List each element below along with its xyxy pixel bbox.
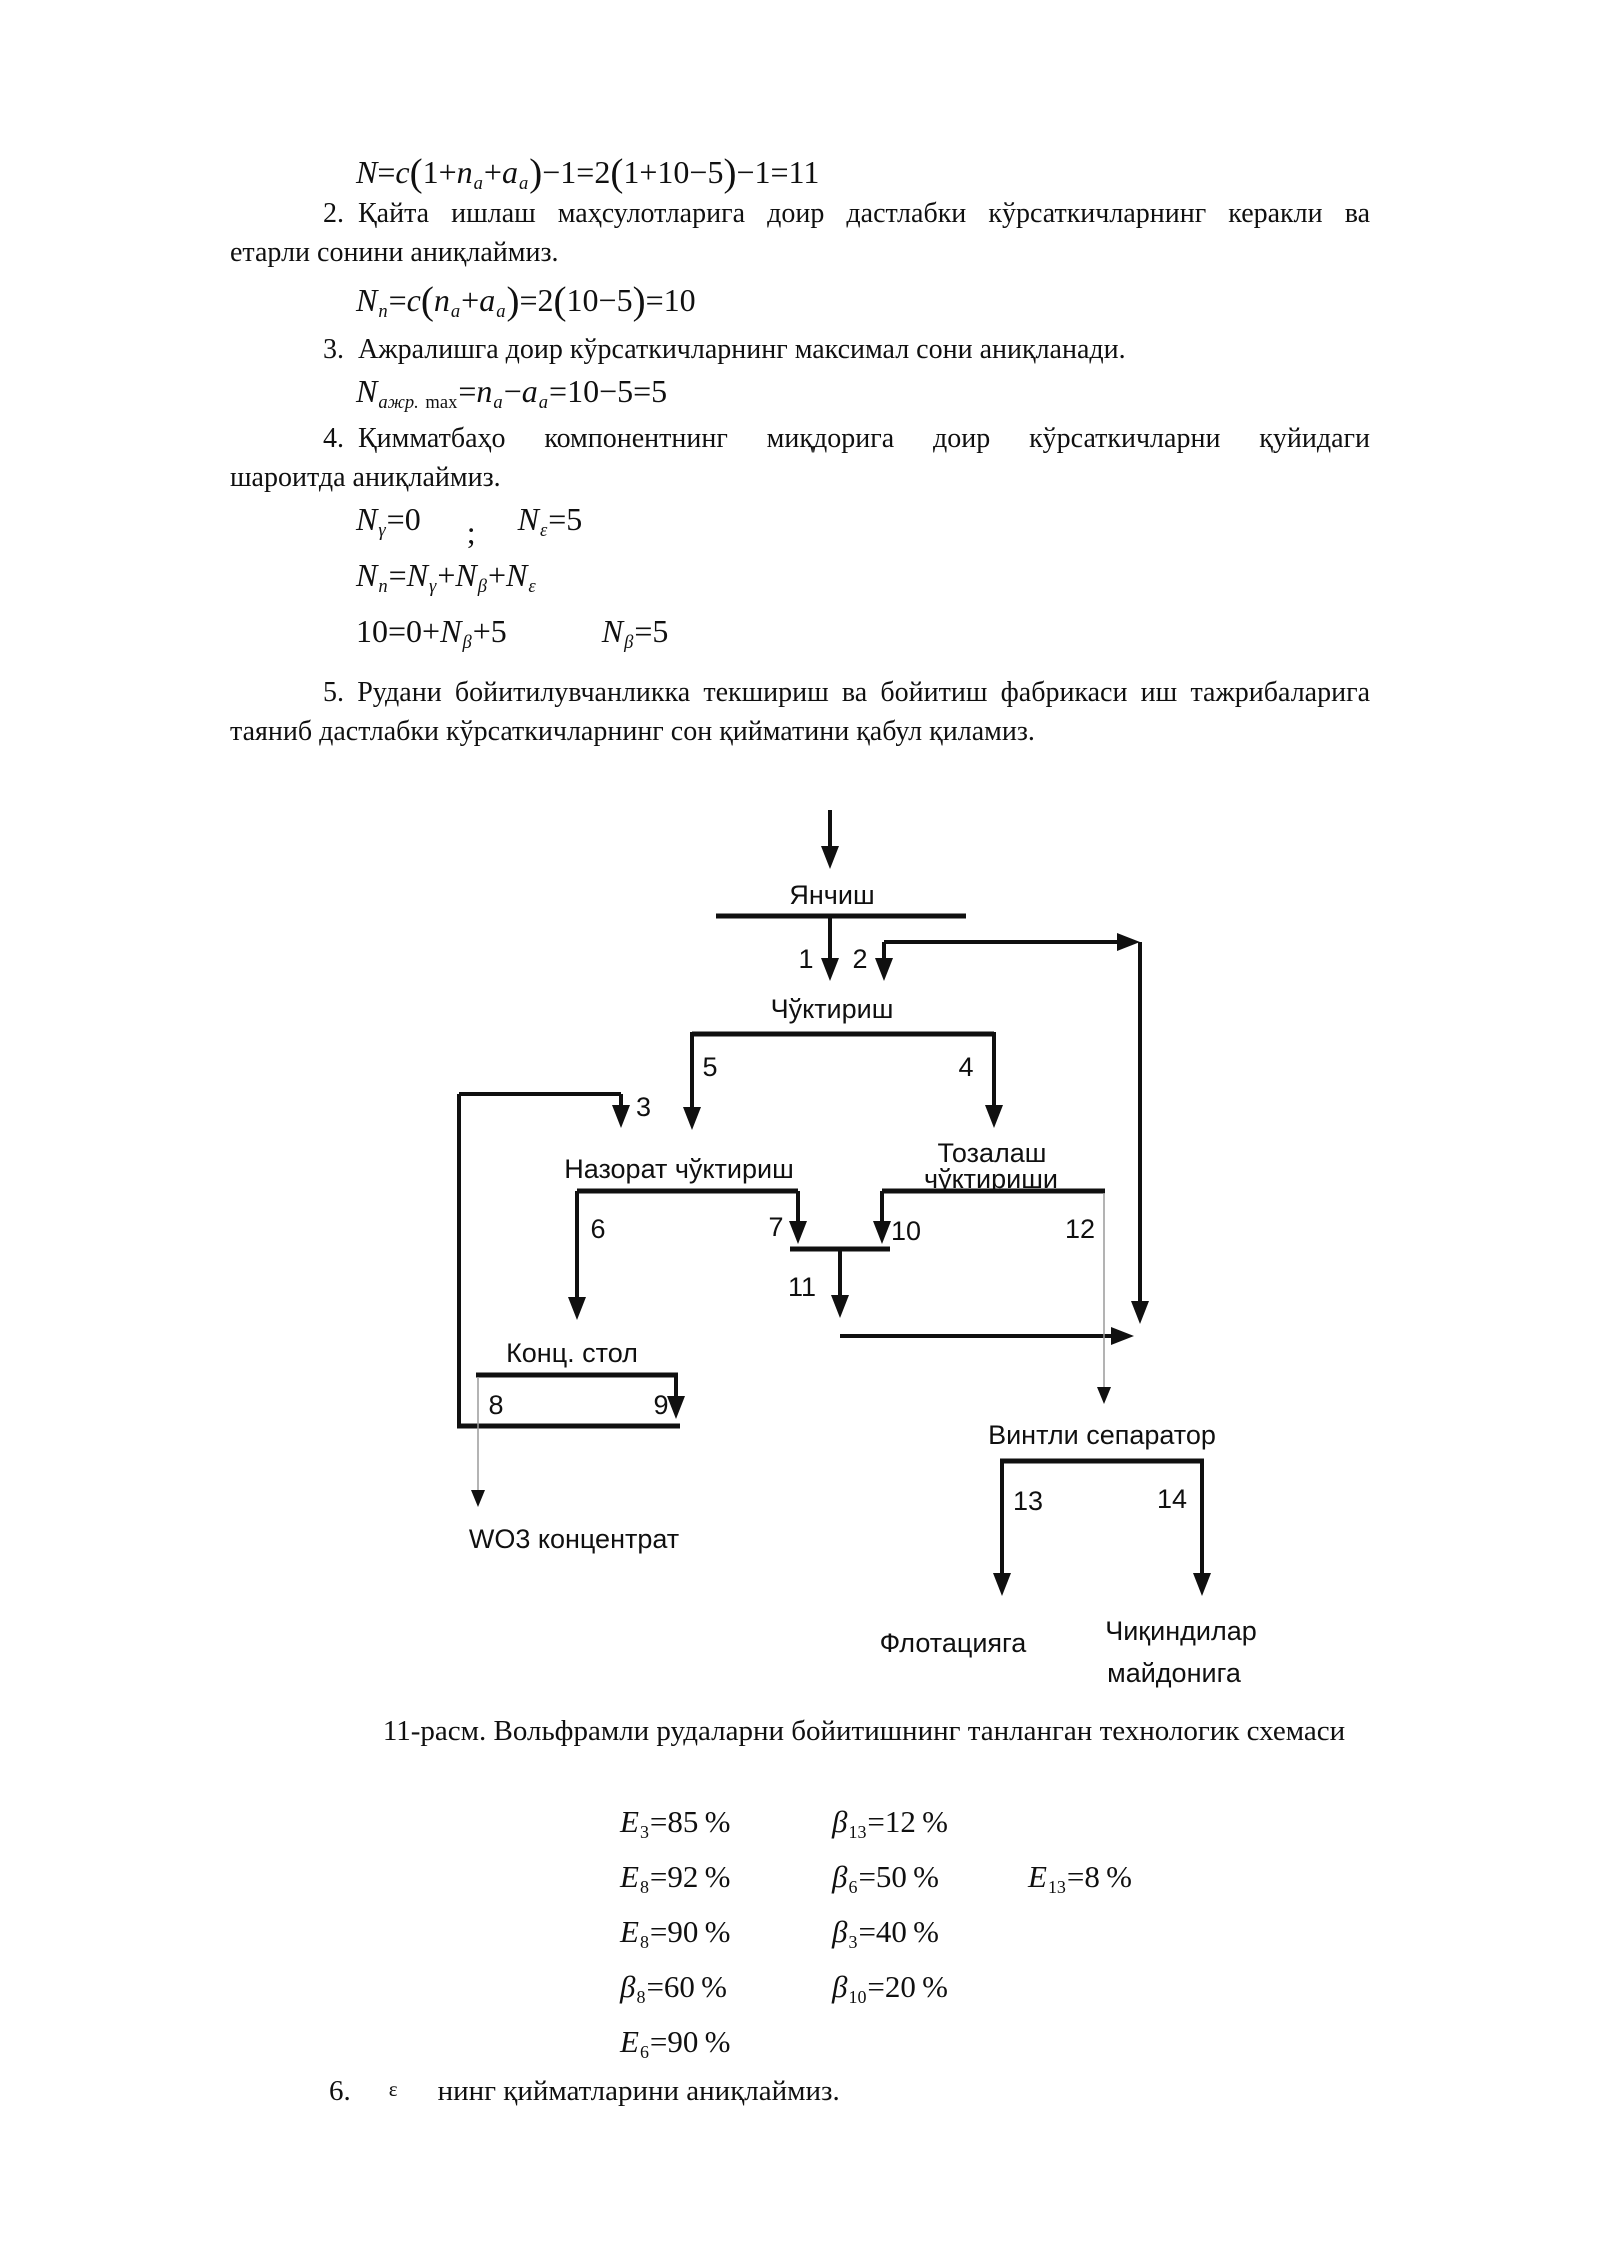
value-beta3: $\beta_3=40$ %: [832, 1914, 939, 1952]
stream-11-right-arrowhead: [1111, 1327, 1134, 1345]
label-tailings-line2: майдонига: [1107, 1658, 1241, 1688]
stream-7-arrowhead: [789, 1221, 807, 1244]
label-to-flotation: Флотацияга: [879, 1628, 1027, 1658]
item-6-line: [329, 2072, 840, 2108]
values-row: [620, 1910, 1132, 1965]
formula-processing-products: $N_n=c(n_a+a_a)=2(10-5)=10$: [356, 279, 696, 323]
epsilon-symbol: ε: [388, 2077, 398, 2101]
values-row: [620, 1965, 1132, 2020]
recycle-right-arrowhead: [1117, 933, 1140, 951]
value-E13: $E_{13}=8$ %: [1028, 1859, 1132, 1897]
paragraph-4-line-2: шароитда аниқлаймиз.: [230, 462, 501, 493]
item-6-text: нинг қийматларини аниқлаймиз.: [437, 2075, 840, 2107]
stream-1-arrowhead: [821, 958, 839, 981]
feed-arrowhead: [821, 846, 839, 869]
stream-number-4: 4: [958, 1052, 974, 1082]
values-row: [620, 1800, 1132, 1855]
node-settling: Чўктириш: [770, 994, 894, 1024]
flowchart-lines: [457, 810, 1204, 1574]
paragraph-4-line-1: 4. Қимматбаҳо компонентнинг миқдорига доир кўрсаткичларни қуйидаги: [323, 423, 1370, 454]
value-E6: $E_6=90$ %: [620, 2024, 731, 2062]
item-6-number: 6.: [329, 2075, 351, 2107]
stream-3-arrowhead: [612, 1105, 630, 1128]
stream-number-12: 12: [1064, 1214, 1096, 1244]
stream-number-9: 9: [653, 1390, 669, 1420]
stream-number-7: 7: [768, 1212, 784, 1242]
node-cleaning-settling-line1: Тозалаш: [937, 1138, 1047, 1168]
formula-beta-solve: $10=0+N_\beta+5$ $N_\beta=5$: [356, 613, 669, 654]
arrowheads: [468, 846, 1211, 1596]
label-tailings-line1: Чиқиндилар: [1105, 1616, 1257, 1646]
stream-number-14: 14: [1156, 1484, 1188, 1514]
paragraph-3: 3. Ажралишга доир кўрсаткичларнинг максимал сони аниқланади.: [323, 334, 1126, 365]
formula-total-indicators: $N=c(1+n_a+a_a)-1=2(1+10-5)-1=11$: [356, 151, 820, 195]
stream-14-arrowhead: [1193, 1573, 1211, 1596]
stream-number-2: 2: [852, 944, 868, 974]
node-grinding: Янчиш: [789, 880, 875, 910]
stream-11-arrowhead: [831, 1295, 849, 1318]
formula-n-sum: $N_n=N_\gamma+N_\beta+N_\varepsilon$: [356, 557, 536, 598]
stream-number-6: 6: [590, 1214, 606, 1244]
stream-number-3: 3: [636, 1092, 652, 1122]
label-wo3-concentrate: WO3 концентрат: [468, 1524, 680, 1554]
node-screw-separator: Винтли сепаратор: [988, 1420, 1216, 1450]
stream-number-11: 11: [787, 1272, 817, 1302]
values-row: [620, 2020, 1132, 2075]
node-cleaning-settling-line2: чўктириши: [924, 1164, 1058, 1194]
parameter-values: [620, 1800, 1132, 2075]
stream-13-arrowhead: [993, 1573, 1011, 1596]
stream-12-arrowhead: [1097, 1387, 1111, 1404]
stream-number-1: 1: [798, 944, 814, 974]
value-beta10: $\beta_{10}=20$ %: [832, 1969, 948, 2007]
value-E8-92: $E_8=92$ %: [620, 1859, 731, 1897]
value-beta8: $\beta_8=60$ %: [620, 1969, 727, 2007]
value-beta6: $\beta_6=50$ %: [832, 1859, 939, 1897]
stream-4-arrowhead: [985, 1105, 1003, 1128]
stream-8-arrowhead: [471, 1490, 485, 1507]
formula-gamma-epsilon: $N_\gamma=0$ ; $N_\varepsilon=5$: [356, 501, 583, 550]
formula-separation-max: $N_{ажр.}$ $_{max}=n_a-a_a=10-5=5$: [356, 373, 668, 414]
stream-10-arrowhead: [873, 1221, 891, 1244]
stream-number-10: 10: [890, 1216, 922, 1246]
value-E3: $E_3=85$ %: [620, 1804, 731, 1842]
value-beta13: $\beta_{13}=12$ %: [832, 1804, 948, 1842]
node-conc-table: Конц. стол: [506, 1338, 638, 1368]
paragraph-2-line-1: 2. Қайта ишлаш маҳсулотларига доир дастлабки кўрсаткичларнинг керакли ва: [323, 198, 1370, 229]
stream-6-arrowhead: [568, 1297, 586, 1320]
stream-2-arrowhead: [875, 958, 893, 981]
paragraph-2-line-2: етарли сонини аниқлаймиз.: [230, 237, 559, 268]
stream-number-8: 8: [488, 1390, 504, 1420]
value-E8-90: $E_8=90$ %: [620, 1914, 731, 1952]
node-control-settling: Назорат чўктириш: [564, 1154, 794, 1184]
stream-number-13: 13: [1012, 1486, 1044, 1516]
figure-caption: 11-расм. Вольфрамли рудаларни бойитишнинг танланган технологик схемаси: [382, 1715, 1346, 1747]
stream-9-arrowhead: [667, 1396, 685, 1419]
paragraph-5-line-1: 5. Рудани бойитилувчанликка текшириш ва бойитиш фабрикаси иш тажрибаларига: [323, 677, 1370, 708]
stream-number-5: 5: [702, 1052, 718, 1082]
values-row: [620, 1855, 1132, 1910]
stream-5-arrowhead: [683, 1107, 701, 1130]
paragraph-5-line-2: таяниб дастлабки кўрсаткичларнинг сон қийматини қабул қиламиз.: [230, 716, 1035, 747]
recycle-down-arrowhead: [1131, 1301, 1149, 1324]
